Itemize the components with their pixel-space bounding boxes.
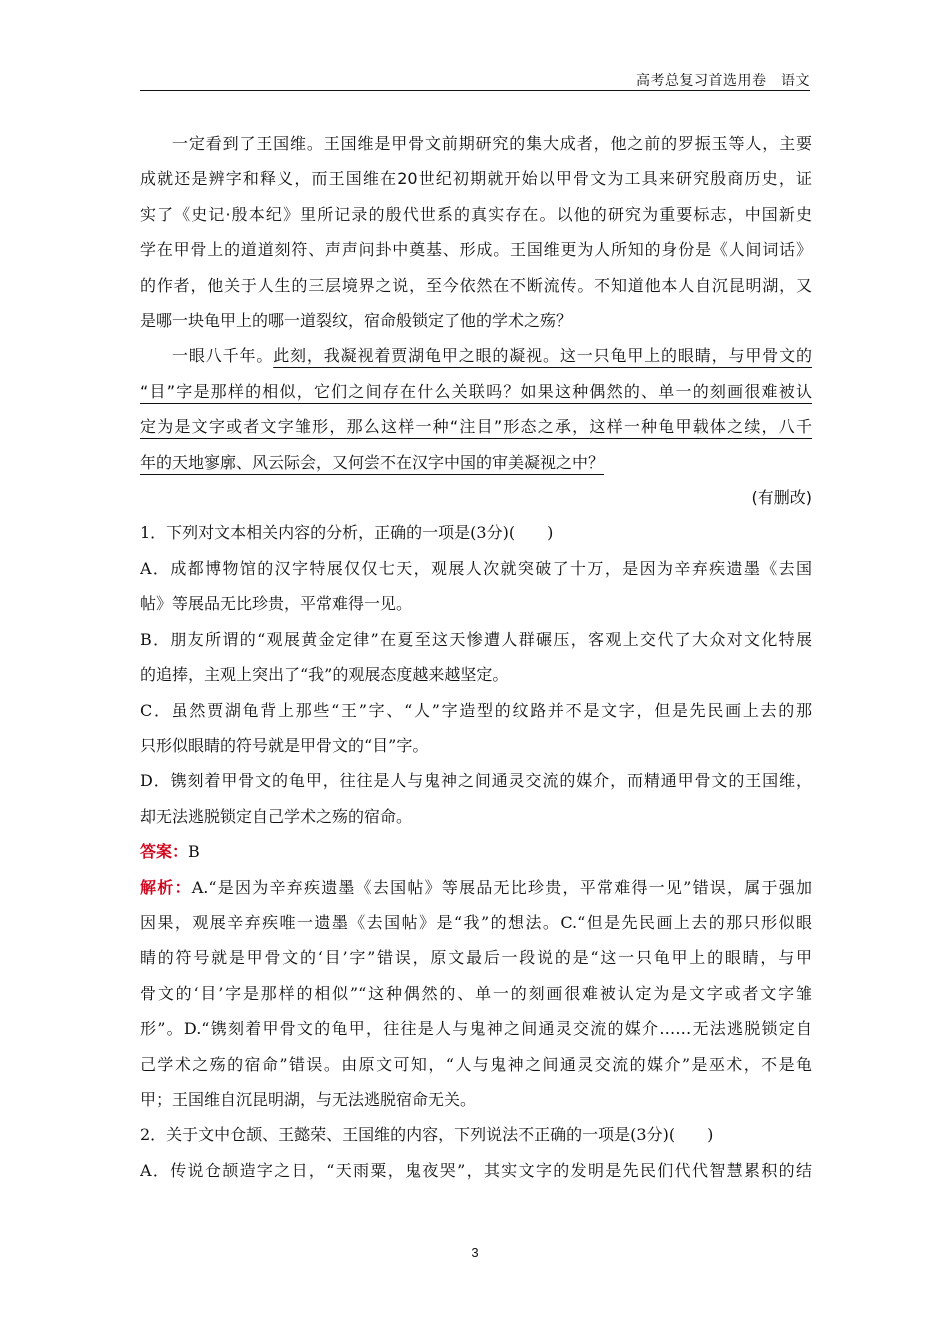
passage-line: 是哪一块龟甲上的哪一道裂纹，宿命般锁定了他的学术之殇？ xyxy=(140,311,573,331)
passage-prefix: 一眼八千年。 xyxy=(172,346,274,366)
question-1-stem: 1．下列对文本相关内容的分析，正确的一项是(3分)( ) xyxy=(140,523,554,543)
option-c: C．虽然贾湖龟背上那些“王”字、“人”字造型的纹路并不是文字，但是先民画上去的那 xyxy=(140,700,812,720)
analysis-line xyxy=(140,870,812,905)
answer-value: B xyxy=(188,842,200,862)
q2-option-a: A．传说仓颉造字之日，“天雨粟，鬼夜哭”，其实文字的发明是先民们代代智慧累积的结 xyxy=(140,1160,812,1180)
passage-line: 的作者，他关于人生的三层境界之说，至今依然在不断流传。不知道他本人自沉昆明湖，又 xyxy=(140,275,812,295)
page-number: 3 xyxy=(471,1245,479,1260)
analysis-line: 形”。D.“镌刻着甲骨文的龟甲，往往是人与鬼神之间通灵交流的媒介……无法逃脱锁定自 xyxy=(140,1019,812,1039)
passage-line-underlined xyxy=(140,374,812,409)
analysis-text: A.“是因为辛弃疾遗墨《去国帖》等展品无比珍贵，平常难得一见”错误，属于强加 xyxy=(191,877,812,897)
analysis-line: 己学术之殇的宿命”错误。由原文可知，“人与鬼神之间通灵交流的媒介”是巫术，不是龟 xyxy=(140,1054,812,1074)
option-c-cont: 只形似眼睛的符号就是甲骨文的“目”字。 xyxy=(140,735,429,755)
answer-line xyxy=(140,834,812,869)
passage-line: 一定看到了王国维。王国维是甲骨文前期研究的集大成者，他之前的罗振玉等人，主要 xyxy=(172,134,812,153)
underlined-text: “目”字是那样的相似，它们之间存在什么关联吗？如果这种偶然的、单一的刻画很难被认 xyxy=(140,381,812,401)
analysis-line: 甲；王国维自沉昆明湖，与无法逃脱宿命无关。 xyxy=(140,1089,477,1109)
option-d: D．镌刻着甲骨文的龟甲，往往是人与鬼神之间通灵交流的媒介，而精通甲骨文的王国维， xyxy=(140,771,812,791)
option-a-cont: 帖》等展品无比珍贵，平常难得一见。 xyxy=(140,594,413,614)
underlined-text: 年的天地寥廓、风云际会，又何尝不在汉字中国的审美凝视之中？ xyxy=(140,452,605,472)
option-d-cont: 却无法逃脱锁定自己学术之殇的宿命。 xyxy=(140,806,413,826)
passage-line-underlined xyxy=(140,409,812,444)
underlined-text: 此刻，我凝视着贾湖龟甲之眼的凝视。这一只龟甲上的眼睛，与甲骨文的 xyxy=(273,346,812,366)
underlined-text: 定为是文字或者文字雏形，那么这样一种“注目”形态之承，这样一种龟甲载体之续，八千 xyxy=(140,417,812,437)
passage-line: 实了《史记·殷本纪》里所记录的殷代世系的真实存在。以他的研究为重要标志，中国新史 xyxy=(140,204,812,224)
page-content xyxy=(140,126,812,1188)
question-2-stem: 2．关于文中仓颉、王懿荣、王国维的内容，下列说法不正确的一项是(3分)( ) xyxy=(140,1125,714,1145)
passage-line-underlined xyxy=(140,338,812,373)
edit-note: (有删改) xyxy=(751,488,812,508)
header-rule xyxy=(140,90,810,91)
analysis-label: 解析： xyxy=(140,877,192,897)
analysis-line: 睛的符号就是甲骨文的‘目’字”错误，原文最后一段说的是“这一只龟甲上的眼睛，与甲 xyxy=(140,948,812,968)
passage-line: 成就还是辨字和释义，而王国维在20世纪初期就开始以甲骨文为工具来研究殷商历史，证 xyxy=(140,169,812,189)
analysis-line: 骨文的‘目’字是那样的相似”“这种偶然的、单一的刻画很难被认定为是文字或者文字雏 xyxy=(140,983,812,1003)
passage-line-underlined xyxy=(140,445,812,480)
option-b: B．朋友所谓的“观展黄金定律”在夏至这天惨遭人群碾压，客观上交代了大众对文化特展 xyxy=(140,629,812,649)
running-header: 高考总复习首选用卷 语文 xyxy=(636,73,810,89)
option-a: A．成都博物馆的汉字特展仅仅七天，观展人次就突破了十万，是因为辛弃疾遗墨《去国 xyxy=(140,558,812,578)
passage-line: 学在甲骨上的道道刻符、声声问卦中奠基、形成。王国维更为人所知的身份是《人间词话》 xyxy=(140,240,812,260)
option-b-cont: 的追捧，主观上突出了“我”的观展态度越来越坚定。 xyxy=(140,665,509,685)
answer-label: 答案： xyxy=(140,842,189,862)
analysis-line: 因果，观展辛弃疾唯一遗墨《去国帖》是“我”的想法。C.“但是先民画上去的那只形似眼 xyxy=(140,912,812,932)
